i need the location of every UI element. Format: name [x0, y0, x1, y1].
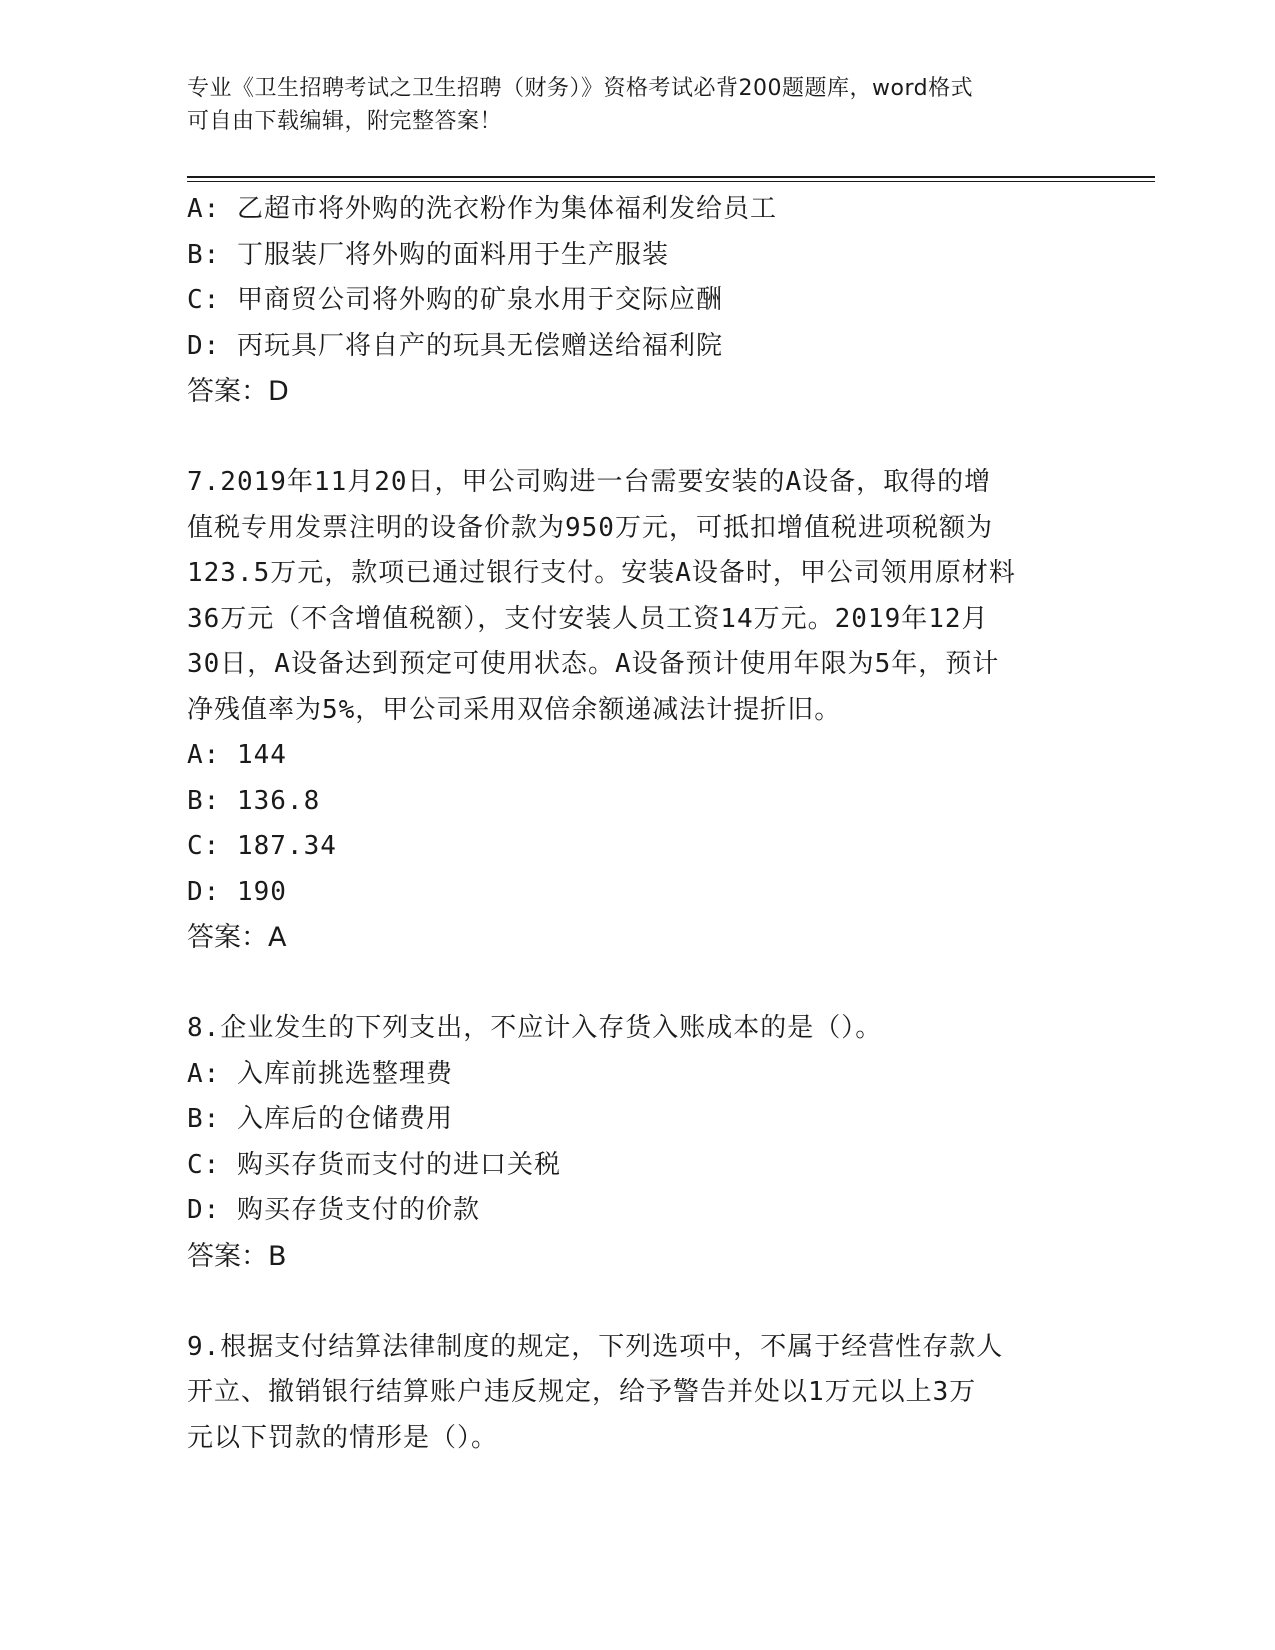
- option-b: B: 入库后的仓储费用: [187, 1104, 453, 1134]
- question-stem-line: 30日，A设备达到预定可使用状态。A设备预计使用年限为5年，预计: [187, 649, 1000, 679]
- question-8: [187, 1006, 1087, 1279]
- question-7: [187, 460, 1087, 961]
- option-d: D: 190: [187, 876, 287, 907]
- header-divider: [187, 176, 1155, 182]
- question-stem-line: 36万元（不含增值税额），支付安装人员工资14万元。2019年12月: [187, 603, 989, 634]
- question-stem-line: 8.企业发生的下列支出，不应计入存货入账成本的是（）。: [187, 1013, 883, 1043]
- option-d: D: 丙玩具厂将自产的玩具无偿赠送给福利院: [187, 330, 723, 361]
- answer: 答案：D: [187, 376, 289, 407]
- question-stem-line: 123.5万元，款项已通过银行支付。安装A设备时，甲公司领用原材料: [187, 558, 1016, 588]
- question-stem-line: 开立、撤销银行结算账户违反规定，给予警告并处以1万元以上3万: [187, 1377, 977, 1407]
- document-body: [187, 187, 1087, 1461]
- spacer: [187, 1279, 1087, 1325]
- answer: 答案：A: [187, 922, 287, 953]
- option-c: C: 187.34: [187, 831, 337, 861]
- question-stem-line: 值税专用发票注明的设备价款为950万元，可抵扣增值税进项税额为: [187, 512, 993, 543]
- option-b: B: 136.8: [187, 785, 321, 816]
- spacer: [187, 415, 1087, 461]
- question-9: [187, 1325, 1087, 1462]
- option-b: B: 丁服装厂将外购的面料用于生产服装: [187, 239, 669, 270]
- option-d: D: 购买存货支付的价款: [187, 1195, 480, 1225]
- question-stem-line: 净残值率为5%，甲公司采用双倍余额递减法计提折旧。: [187, 694, 842, 725]
- header-line-1: 专业《卫生招聘考试之卫生招聘（财务）》资格考试必背200题题库，word格式: [187, 76, 974, 101]
- spacer: [187, 961, 1087, 1007]
- option-a: A: 入库前挑选整理费: [187, 1058, 453, 1089]
- document-header: [187, 72, 1087, 138]
- option-c: C: 甲商贸公司将外购的矿泉水用于交际应酬: [187, 285, 723, 315]
- header-line-2: 可自由下载编辑，附完整答案！: [187, 109, 503, 134]
- option-a: A: 144: [187, 740, 287, 770]
- question-stem-line: 7.2019年11月20日，甲公司购进一台需要安装的A设备，取得的增: [187, 467, 992, 497]
- option-a: A: 乙超市将外购的洗衣粉作为集体福利发给员工: [187, 194, 777, 224]
- question-6-tail: [187, 187, 1087, 415]
- question-stem-line: 元以下罚款的情形是（）。: [187, 1422, 499, 1453]
- option-c: C: 购买存货而支付的进口关税: [187, 1149, 561, 1180]
- question-stem-line: 9.根据支付结算法律制度的规定，下列选项中，不属于经营性存款人: [187, 1331, 1004, 1362]
- answer: 答案：B: [187, 1240, 287, 1272]
